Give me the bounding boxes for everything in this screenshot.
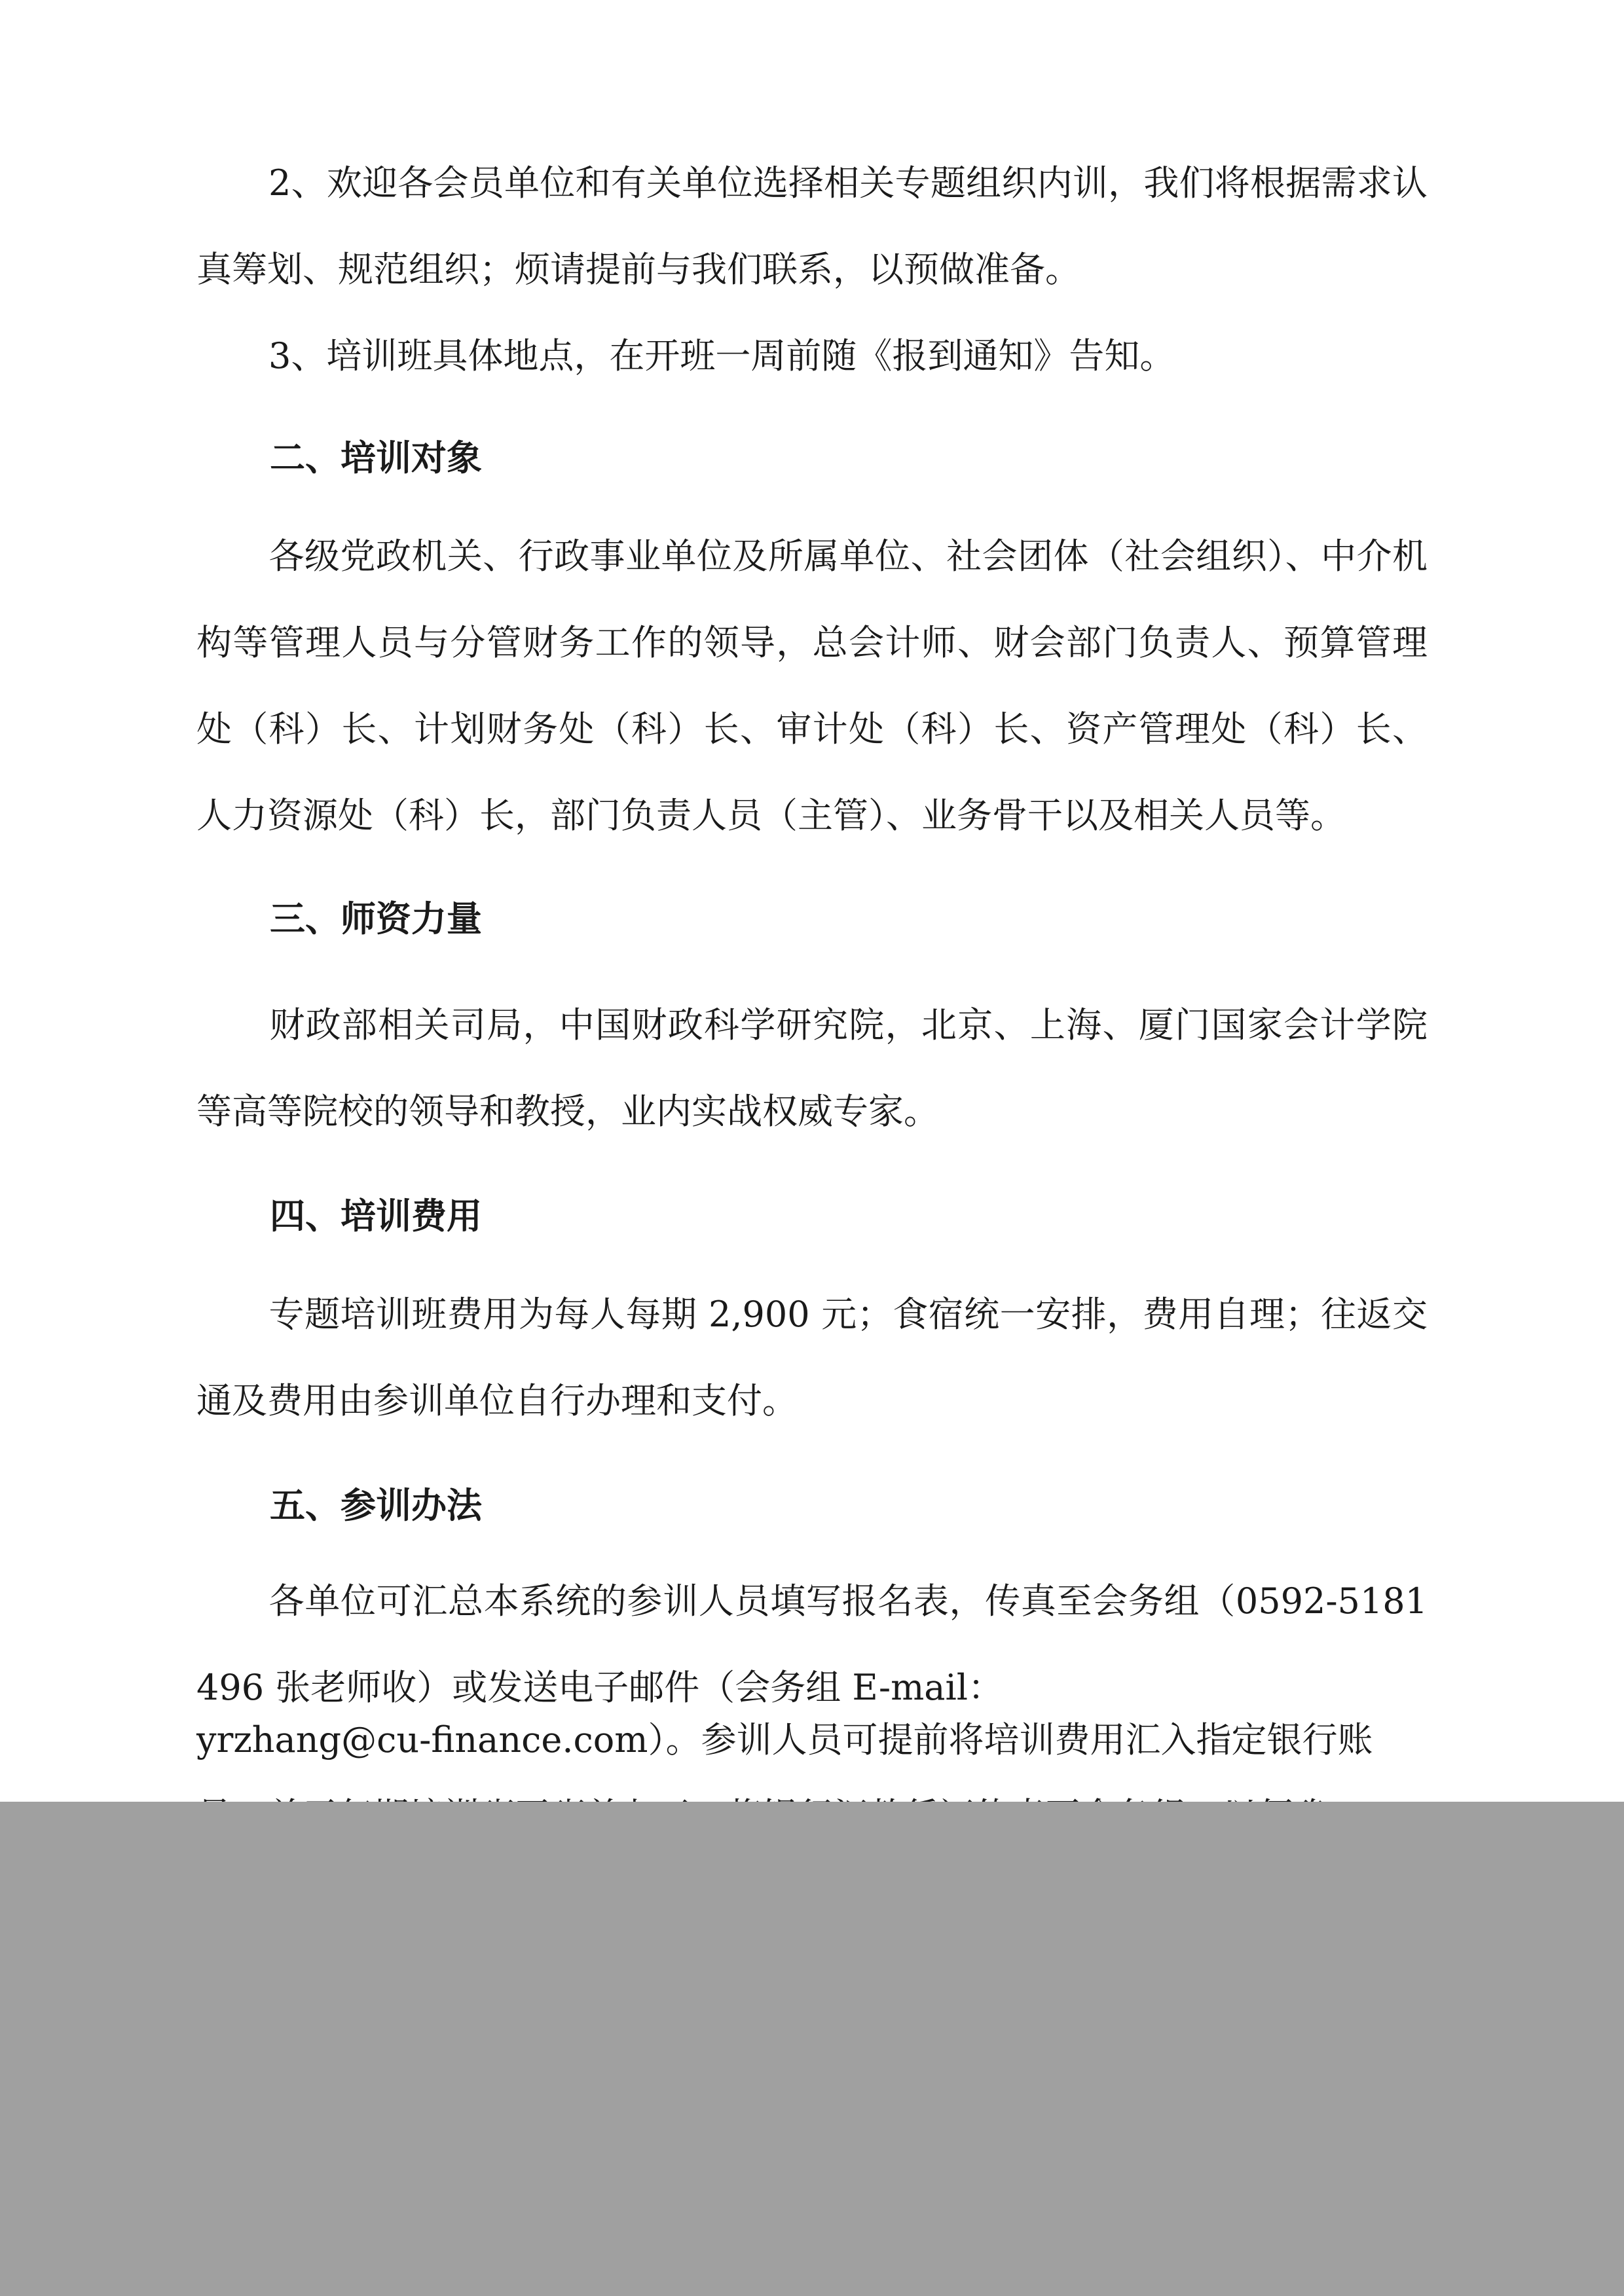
- gray-overlay: [0, 1802, 1624, 2296]
- paragraph-faculty: 财政部相关司局，中国财政科学研究院，北京、上海、厦门国家会计学院等高等院校的领导和教授，业内实战权威专家。: [196, 1004, 1428, 1132]
- section-heading-trainees: 二、培训对象: [270, 437, 482, 479]
- paragraph-method: 各单位可汇总本系统的参训人员填写报名表，传真至会务组（0592-5181496 张老师收）或发送电子邮件（会务组 E-mail：: [196, 1580, 1428, 1708]
- paragraph-item-2: 2、欢迎各会员单位和有关单位选择相关专题组织内训，我们将根据需求认真筹划、规范组织；烦请提前与我们联系，以预做准备。: [196, 162, 1428, 290]
- section-heading-fee: 四、培训费用: [270, 1195, 482, 1237]
- paragraph-trainees: 各级党政机关、行政事业单位及所属单位、社会团体（社会组织）、中介机构等管理人员与分管财务工作的领导，总会计师、财会部门负责人、预算管理处（科）长、计划财务处（科）长、审计处（科）长、资产管理处（科）长、人力资源处（科）长，部门负责人员（主管）、业务骨干以及相关人员等。: [196, 536, 1428, 836]
- section-heading-method: 五、参训办法: [270, 1485, 482, 1526]
- paragraph-fee: 专题培训班费用为每人每期 2,900 元；食宿统一安排，费用自理；往返交通及费用由参训单位自行办理和支付。: [196, 1294, 1428, 1421]
- section-heading-faculty: 三、师资力量: [270, 898, 482, 939]
- paragraph-item-3: 3、培训班具体地点，在开班一周前随《报到通知》告知。: [268, 335, 1175, 376]
- paragraph-method-email-line: yrzhang@cu-finance.com）。参训人员可提前将培训费用汇入指定银行账: [196, 1719, 1373, 1760]
